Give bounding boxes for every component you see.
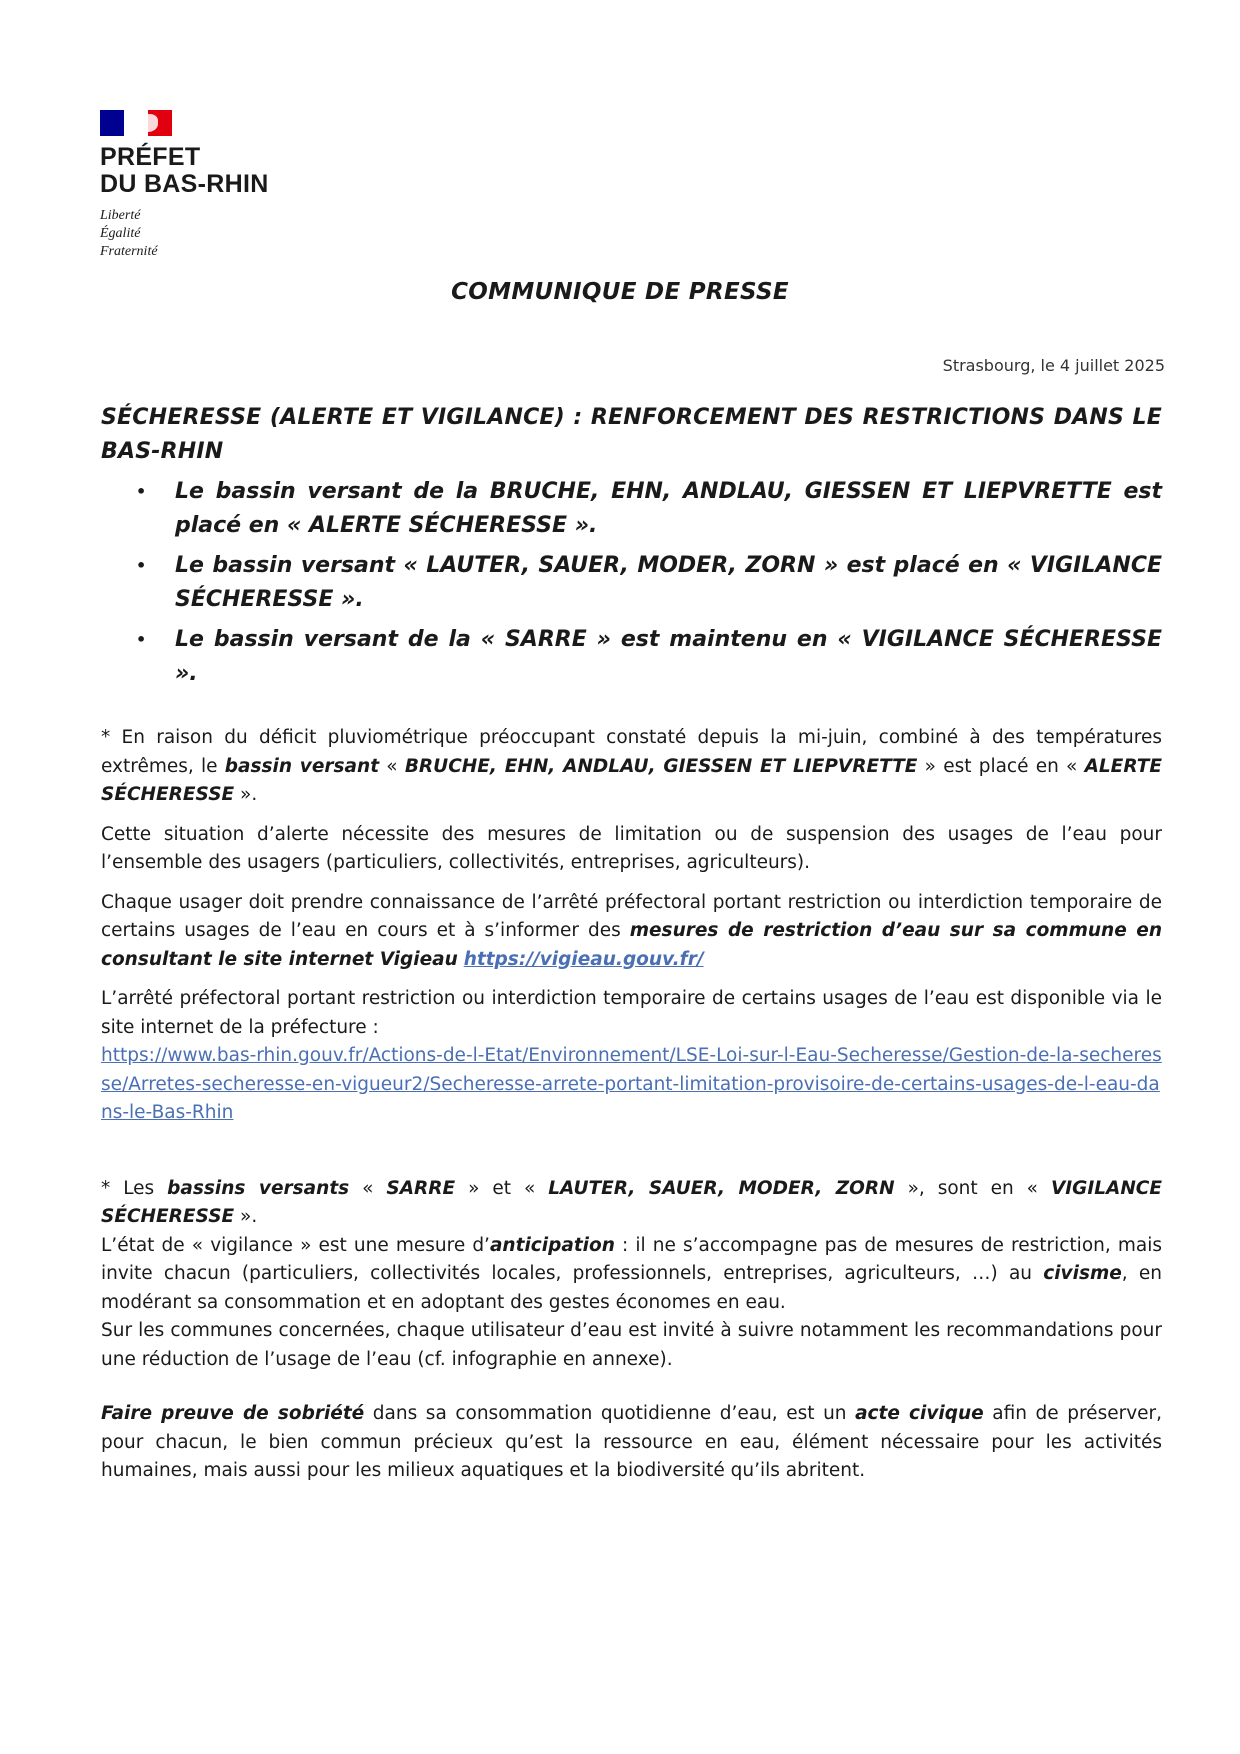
bullet-list <box>101 475 1162 691</box>
paragraph-alerte: * En raison du déficit pluviométrique préoccupant constaté depuis la mi-juin, combiné à des températures extrêmes, le bassin versant « BRUCHE, EHN, ANDLAU, GIESSEN ET LIEPVRETTE » est placé en « ALERTE SÉCHERESSE ». <box>101 727 1162 805</box>
vigieau-link[interactable]: https://vigieau.gouv.fr/ <box>463 948 704 970</box>
document-type-title: COMMUNIQUE DE PRESSE <box>451 279 789 305</box>
prefecture-logo <box>100 110 269 261</box>
paragraph-situation: Cette situation d’alerte nécessite des mesures de limitation ou de suspension des usages de l’eau pour l’ensemble des usagers (particuliers, collectivités, entreprises, agriculteurs). <box>101 823 1162 873</box>
list-item: • Le bassin versant de la « SARRE » est maintenu en « VIGILANCE SÉCHERESSE ». <box>101 623 1162 691</box>
paragraph-arrete: L’arrêté préfectoral portant restriction ou interdiction temporaire de certains usages de l’eau est disponible via le site internet de la préfecture : <box>101 988 1162 1038</box>
bullet-icon: • <box>136 630 147 649</box>
bullet-icon: • <box>136 482 147 501</box>
tricolor-flag-icon <box>100 110 172 136</box>
list-item: • Le bassin versant de la BRUCHE, EHN, ANDLAU, GIESSEN ET LIEPVRETTE est placé en « ALERTE SÉCHERESSE ». <box>101 475 1162 543</box>
marianne-icon <box>136 114 158 132</box>
paragraph-anticipation: L’état de « vigilance » est une mesure d’anticipation : il ne s’accompagne pas de mesures de restriction, mais invite chacun (particuliers, collectivités locales, professionnels, entreprises, agriculteurs, …) au civisme, en modérant sa consommation et en adoptant des gestes économes en eau. <box>101 1234 1162 1313</box>
devise: Liberté Égalité Fraternité <box>100 208 158 259</box>
document-body <box>101 401 1162 1486</box>
prefecture-arrete-link[interactable]: https://www.bas-rhin.gouv.fr/Actions-de-l-Etat/Environnement/LSE-Loi-sur-l-Eau-Secheresse/Gestion-de-la-secheresse/Arretes-secheresse-en-vigueur2/Secheresse-arrete-portant-limitation-provisoire-de-certains-usages-de-l-eau-dans-le-Bas-Rhin <box>101 1045 1162 1123</box>
document-date: Strasbourg, le 4 juillet 2025 <box>942 356 1165 375</box>
list-item: • Le bassin versant « LAUTER, SAUER, MODER, ZORN » est placé en « VIGILANCE SÉCHERESSE ». <box>101 549 1162 617</box>
paragraph-vigilance: * Les bassins versants « SARRE » et « LAUTER, SAUER, MODER, ZORN », sont en « VIGILANCE SÉCHERESSE ». <box>101 1177 1163 1227</box>
paragraph-usager: Chaque usager doit prendre connaissance de l’arrêté préfectoral portant restriction ou interdiction temporaire de certains usages de l’eau en cours et à s’informer des mesures de restriction d’eau sur sa commune en consultant le site internet Vigieau https://vigieau.gouv.fr/ <box>101 891 1162 970</box>
paragraph-communes: Sur les communes concernées, chaque utilisateur d’eau est invité à suivre notamment les recommandations pour une réduction de l’usage de l’eau (cf. infographie en annexe). <box>101 1320 1162 1370</box>
bullet-icon: • <box>136 556 147 575</box>
prefet-title: PRÉFET DU BAS-RHIN <box>100 143 269 198</box>
paragraph-sobriete: Faire preuve de sobriété dans sa consommation quotidienne d’eau, est un acte civique afin de préserver, pour chacun, le bien commun précieux qu’est la ressource en eau, élément nécessaire pour les activités humaines, mais aussi pour les milieux aquatiques et la biodiversité qu’ils abritent. <box>101 1403 1163 1481</box>
headline: SÉCHERESSE (ALERTE ET VIGILANCE) : RENFORCEMENT DES RESTRICTIONS DANS LE BAS-RHIN <box>101 405 1162 464</box>
